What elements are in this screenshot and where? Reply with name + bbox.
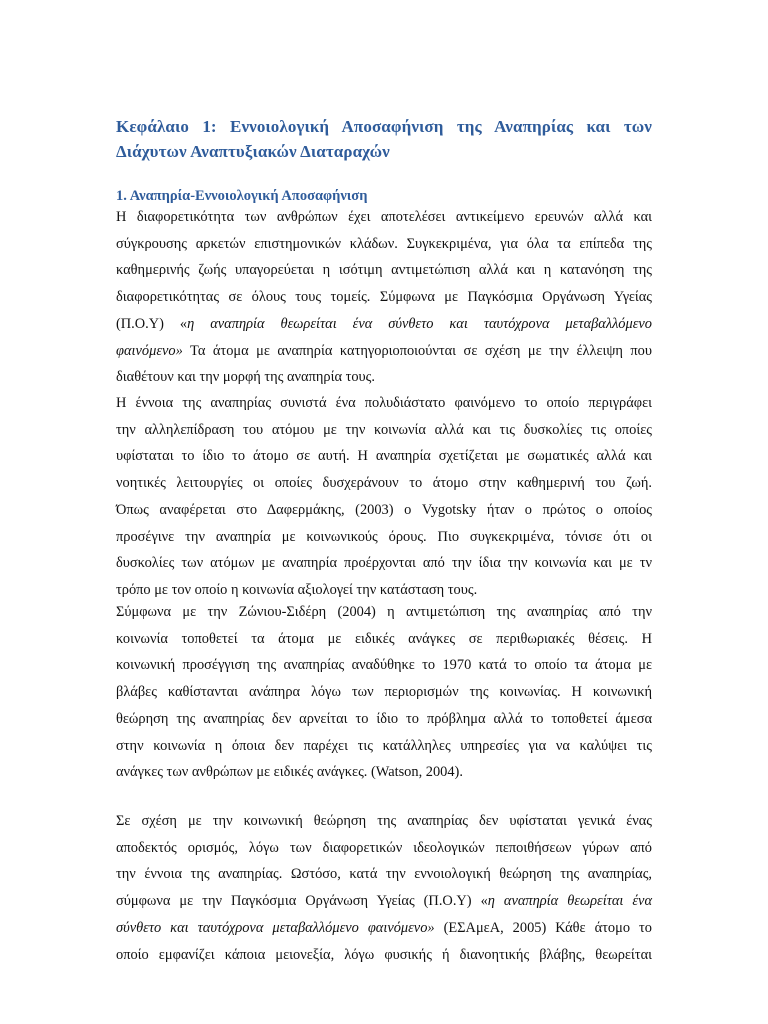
text-line: αποδεκτός ορισμός, λόγω των διαφορετικών ιδεολογικών πεποιθήσεων γύρων από <box>116 839 652 856</box>
text-line: Η έννοια της αναπηρίας συνιστά ένα πολυδιάστατο φαινόμενο το οποίο περιγράφει <box>116 395 652 411</box>
text-line: ανάγκες των ανθρώπων με ειδικές ανάγκες. (Watson, 2004). <box>116 764 463 781</box>
text-line: την έννοια της αναπηρίας. Ωστόσο, κατά την εννοιολογική θεώρηση της αναπηρίας, <box>116 866 652 883</box>
text-line: Όπως αναφέρεται στο Δαφερμάκης, (2003) ο Vygotsky ήταν ο πρώτος ο οποίος <box>116 501 652 518</box>
paragraph-4 <box>116 808 652 968</box>
paragraph-3 <box>116 599 652 786</box>
text-line: υφίσταται το ίδιο το άτομο σε αυτή. Η αναπηρία σχετίζεται με σωματικές αλλά και <box>116 448 652 465</box>
text-line: βλάβες καθίστανται ανάπηρα λόγω των περιορισμών της κοινωνίας. Η κοινωνική <box>116 684 652 701</box>
text-line: Σύμφωνα με την Ζώνιου-Σιδέρη (2004) η αντιμετώπιση της αναπηρίας από την <box>116 604 652 620</box>
text-line: θεώρηση της αναπηρίας δεν αρνείται το ίδιο το πρόβλημα αλλά το τοποθετεί άμεσα <box>116 710 652 727</box>
text-line: διαθέτουν και την μορφή της αναπηρία τους. <box>116 369 375 386</box>
text-line: προσέγινε την αναπηρία με κοινωνικούς όρους. Πιο συγκεκριμένα, τόνισε ότι οι <box>116 528 652 545</box>
italic-quote: η αναπηρία θεωρείται ένα σύνθετο και ταυτόχρονα μεταβαλλόμενο <box>187 315 652 332</box>
text-line <box>116 311 652 338</box>
text-line: την αλληλεπίδραση του ατόμου με την κοινωνία αλλά και τις δυσκολίες τις οποίες <box>116 421 652 438</box>
text-line: καθημερινής ζωής υπαγορεύεται η ισότιμη αντιμετώπιση αλλά και η κατανόηση της <box>116 262 652 279</box>
text-line: διαφορετικότητας σε όλους τους τομείς. Σύμφωνα με Παγκόσμια Οργάνωση Υγείας <box>116 289 652 306</box>
text-segment: (ΕΣΑμεΑ, 2005) Κάθε άτομο το <box>434 919 652 936</box>
section-title: 1. Αναπηρία-Εννοιολογική Αποσαφήνιση <box>116 188 368 204</box>
text-segment: σύμφωνα με την Παγκόσμια Οργάνωση Υγείας (Π.Ο.Υ) « <box>116 893 488 910</box>
text-line: στην κοινωνία η όποια δεν παρέχει τις κατάλληλες υπηρεσίες για να καλύψει τις <box>116 737 652 754</box>
text-segment: (Π.Ο.Υ) « <box>116 315 188 332</box>
chapter-title: Κεφάλαιο 1: Εννοιολογική Αποσαφήνιση της Αναπηρίας και των Διάχυτων Αναπτυξιακών Διαταραχών <box>116 117 652 161</box>
paragraph-2 <box>116 390 652 604</box>
italic-quote: φαινόμενο» <box>116 342 183 359</box>
text-line: Σε σχέση με την κοινωνική θεώρηση της αναπηρίας δεν υφίσταται γενικά ένας <box>116 813 652 829</box>
italic-quote: σύνθετο και ταυτόχρονα μεταβαλλόμενο φαινόμενο» <box>116 919 435 936</box>
text-line: κοινωνία τοποθετεί τα άτομα με ειδικές ανάγκες σε περιθωριακές θέσεις. Η <box>116 630 652 647</box>
text-line: νοητικές λειτουργίες οι οποίες δυσχεράνουν το άτομο στην καθημερινή του ζωή. <box>116 475 652 492</box>
text-line: σύγκρουσης αρκετών επιστημονικών κλάδων. Συγκεκριμένα, για όλα τα επίπεδα της <box>116 235 652 252</box>
text-line <box>116 338 652 365</box>
text-line: δυσκολίες των ατόμων με αναπηρία προέρχονται από την ίδια την κοινωνία και με τν <box>116 555 652 572</box>
text-line <box>116 888 652 915</box>
text-line: οποίο εμφανίζει κάποια μειονεξία, λόγω φυσικής ή διανοητικής βλάβης, θεωρείται <box>116 946 652 963</box>
text-line <box>116 915 652 942</box>
italic-quote: η αναπηρία θεωρείται ένα <box>487 893 652 910</box>
text-line: κοινωνική προσέγγιση της αναπηρίας αναδύθηκε το 1970 κατά το οποίο τα άτομα με <box>116 657 652 674</box>
paragraph-1 <box>116 204 652 391</box>
text-segment: Τα άτομα με αναπηρία κατηγοριοποιούνται σε σχέση με την έλλειψη που <box>182 342 652 359</box>
text-line: Η διαφορετικότητα των ανθρώπων έχει αποτελέσει αντικείμενο ερευνών αλλά και <box>116 209 652 225</box>
text-line: τρόπο με τον οποίο η κοινωνία αξιολογεί την κατάσταση τους. <box>116 581 478 598</box>
